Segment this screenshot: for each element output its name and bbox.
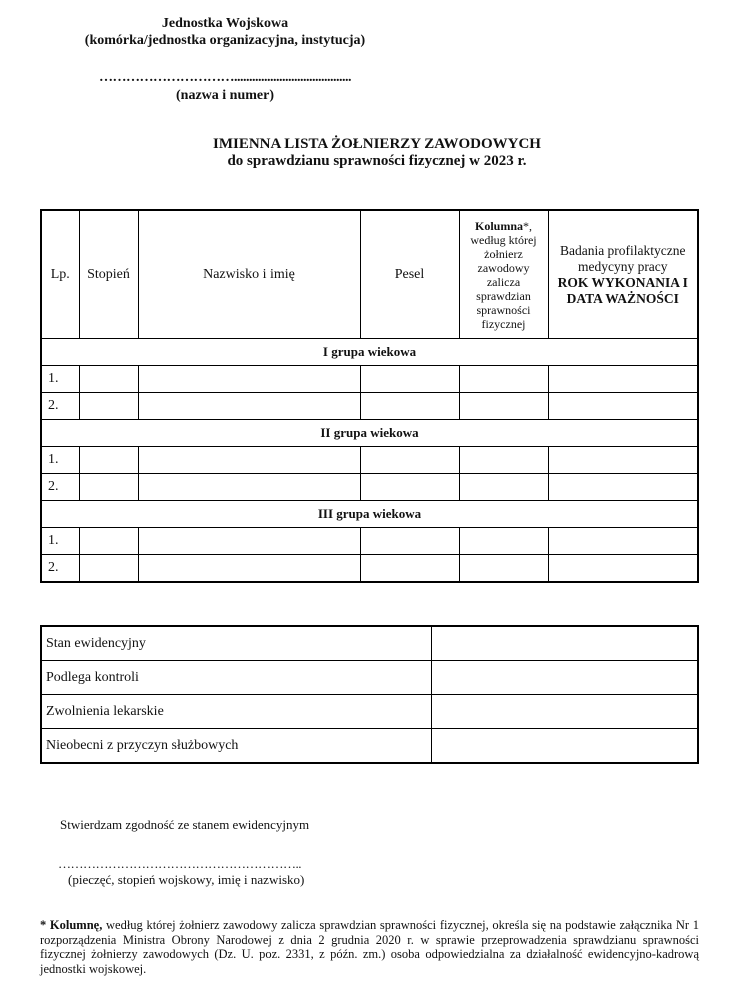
document-title [0, 136, 754, 170]
col-badania-bold: ROK WYKONANIA I DATA WAŻNOŚCI [557, 274, 688, 306]
confirmation-text: Stwierdzam zgodność ze stanem ewidencyjnym [60, 817, 310, 832]
group-row [41, 501, 698, 528]
table-row [41, 555, 698, 583]
cell-kolumna [459, 366, 548, 393]
title-line-2: do sprawdzianu sprawności fizycznej w 2023 r. [227, 153, 527, 169]
signature-label: (pieczęć, stopień wojskowy, imię i nazwisko) [68, 872, 305, 887]
row-number: 2. [41, 393, 79, 420]
signature-dots: ………………………………………………….. [58, 856, 301, 871]
cell-nazwisko [138, 474, 360, 501]
row-number: 2. [41, 474, 79, 501]
cell-stopien [79, 393, 138, 420]
cell-kolumna [459, 528, 548, 555]
cell-pesel [360, 447, 459, 474]
table-header-row [41, 210, 698, 339]
cell-nazwisko [138, 447, 360, 474]
table-row [41, 366, 698, 393]
status-value [432, 626, 698, 661]
cell-badania [548, 474, 698, 501]
group-label: I grupa wiekowa [41, 339, 698, 366]
cell-pesel [360, 474, 459, 501]
unit-title: Jednostka Wojskowa [161, 16, 289, 31]
cell-nazwisko [138, 393, 360, 420]
cell-badania [548, 447, 698, 474]
unit-header [60, 15, 390, 49]
status-table [40, 625, 699, 764]
table-row [41, 393, 698, 420]
status-label: Nieobecni z przyczyn służbowych [41, 729, 432, 764]
cell-kolumna [459, 474, 548, 501]
col-nazwisko-header: Nazwisko i imię [138, 210, 360, 339]
status-label: Stan ewidencyjny [41, 626, 432, 661]
cell-nazwisko [138, 555, 360, 583]
table-row [41, 528, 698, 555]
status-row [41, 661, 698, 695]
row-number: 2. [41, 555, 79, 583]
cell-nazwisko [138, 528, 360, 555]
group-row [41, 339, 698, 366]
status-value [432, 695, 698, 729]
cell-kolumna [459, 393, 548, 420]
cell-stopien [79, 555, 138, 583]
cell-pesel [360, 393, 459, 420]
footnote [40, 918, 699, 976]
unit-name-dots: …………………………....................................... [99, 70, 351, 85]
cell-pesel [360, 555, 459, 583]
col-lp-header: Lp. [41, 210, 79, 339]
table-row [41, 474, 698, 501]
cell-pesel [360, 366, 459, 393]
row-number: 1. [41, 528, 79, 555]
col-kolumna-bold: Kolumna [474, 218, 523, 233]
group-label: II grupa wiekowa [41, 420, 698, 447]
row-number: 1. [41, 447, 79, 474]
col-kolumna-rest: *, według której żołnierz zawodowy zalicza sprawdzian sprawności fizycznej [470, 218, 537, 331]
table-row [41, 447, 698, 474]
status-label: Podlega kontroli [41, 661, 432, 695]
footnote-text: według której żołnierz zawodowy zalicza sprawdzian sprawności fizycznej, określa się na podstawie załącznika Nr 1 rozporządzenia Ministra Obrony Narodowej z dnia 2 grudnia 2020 r. w sprawie przeprowadzenia sprawdzianu sprawności fizycznej żołnierzy zawodowych (Dz. U. poz. 2331, z późn. zm.) osoba odpowiedzialna za działalność ewidencyjno-kadrową jednostki wojskowej. [40, 918, 699, 976]
col-kolumna-header [459, 210, 548, 339]
cell-nazwisko [138, 366, 360, 393]
group-row [41, 420, 698, 447]
col-badania-header [548, 210, 698, 339]
row-number: 1. [41, 366, 79, 393]
status-value [432, 661, 698, 695]
footnote-bold: * Kolumnę, [40, 918, 103, 932]
status-row [41, 626, 698, 661]
status-value [432, 729, 698, 764]
col-pesel-header: Pesel [360, 210, 459, 339]
cell-badania [548, 528, 698, 555]
cell-badania [548, 366, 698, 393]
soldiers-table [40, 209, 699, 583]
col-stopien-header: Stopień [79, 210, 138, 339]
cell-badania [548, 555, 698, 583]
cell-badania [548, 393, 698, 420]
unit-name-label: (nazwa i numer) [176, 88, 274, 103]
cell-stopien [79, 447, 138, 474]
unit-subtitle: (komórka/jednostka organizacyjna, instytucja) [84, 33, 366, 48]
col-badania-text: Badania profilaktyczne medycyny pracy [559, 242, 686, 274]
status-label: Zwolnienia lekarskie [41, 695, 432, 729]
title-line-1: IMIENNA LISTA ŻOŁNIERZY ZAWODOWYCH [213, 136, 541, 152]
status-row [41, 695, 698, 729]
status-row [41, 729, 698, 764]
cell-kolumna [459, 555, 548, 583]
cell-kolumna [459, 447, 548, 474]
cell-stopien [79, 474, 138, 501]
cell-stopien [79, 528, 138, 555]
cell-stopien [79, 366, 138, 393]
cell-pesel [360, 528, 459, 555]
group-label: III grupa wiekowa [41, 501, 698, 528]
